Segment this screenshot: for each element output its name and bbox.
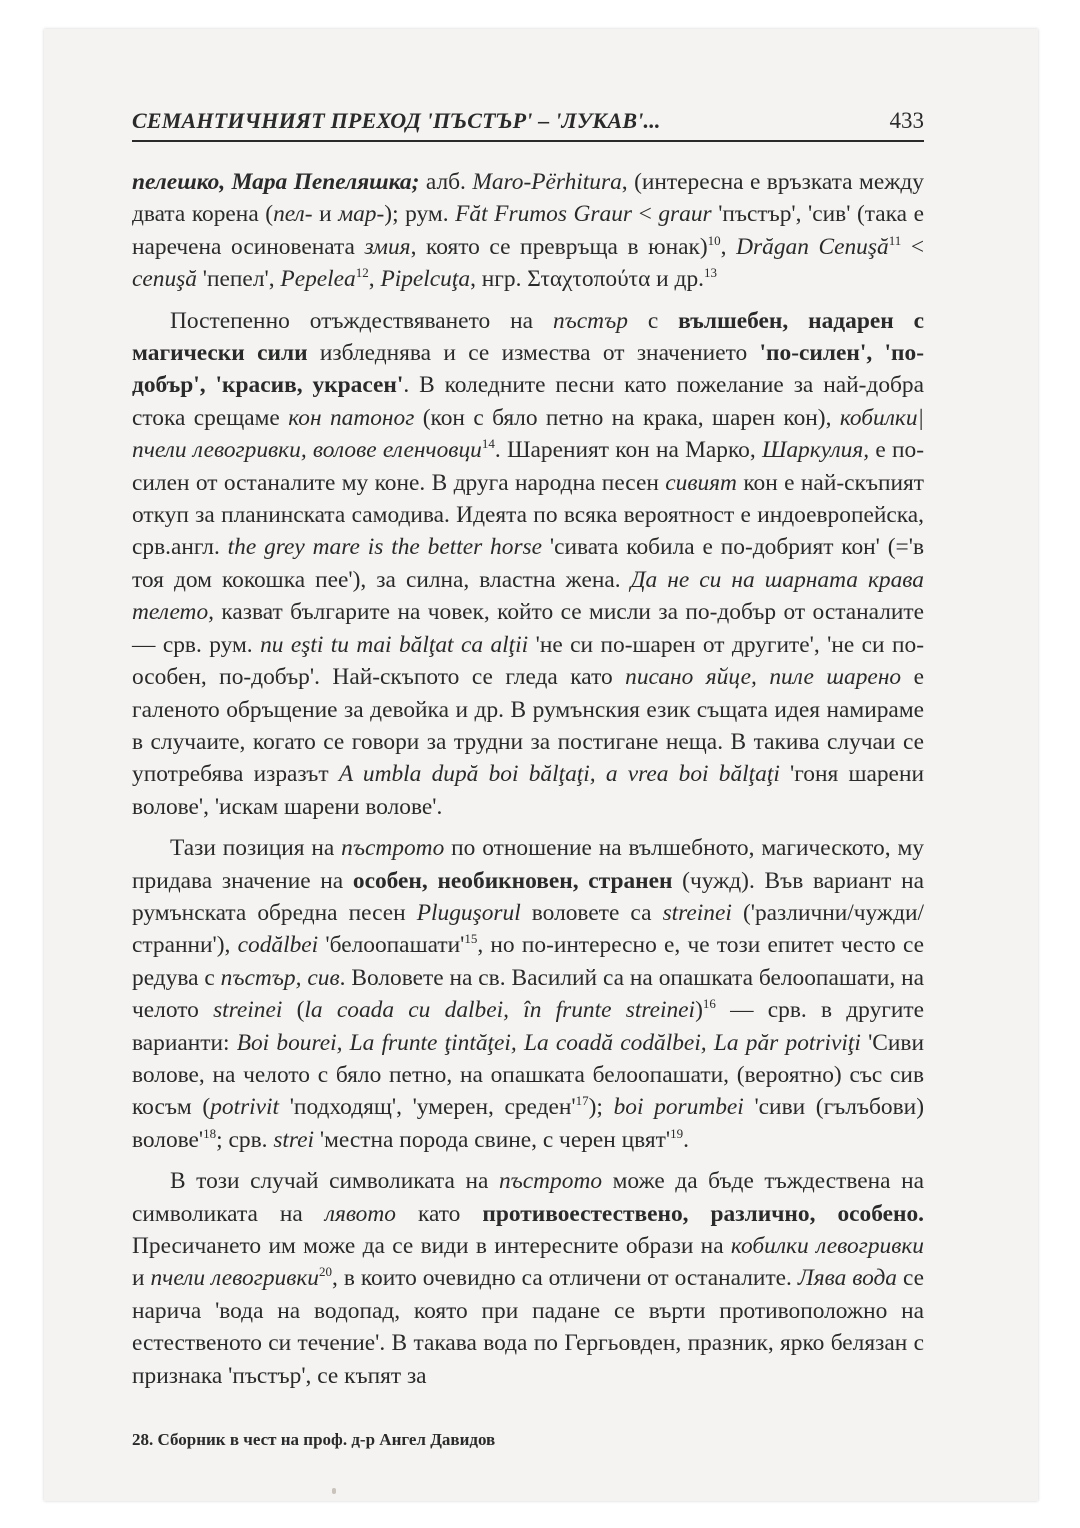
italic-term: пчели левогривки (150, 1265, 320, 1292)
footnote-ref: 12 (355, 265, 369, 281)
italic-term: змия (364, 233, 411, 260)
text-run: е по-силен от останалите му коне. В друга народна песен (132, 437, 924, 496)
text-run: В този случай символиката на (170, 1168, 499, 1195)
italic-term: Drăgan Cenuşă (736, 233, 889, 260)
text-run: с (627, 307, 679, 334)
running-title: СЕМАНТИЧНИЯТ ПРЕХОД 'ПЪСТЪР' – 'ЛУКАВ'... (132, 108, 661, 133)
text-run: 'белоопашати' (318, 932, 465, 959)
text-run: 'подходящ', 'умерен, среден' (279, 1094, 576, 1121)
text-run: . (683, 1126, 689, 1153)
italic-term: кон патоног (288, 404, 415, 431)
text-run: ('различни/чужди/странни'), (132, 899, 924, 959)
italic-term: сивият (665, 469, 737, 496)
italic-term: Pepelea (280, 266, 356, 293)
signature-line: 28. Сборник в чест на проф. д-р Ангел Давидов (132, 1430, 496, 1449)
text-run: , която се превръща в юнак) (410, 233, 708, 260)
italic-term: писано яйце, пиле шарено (625, 664, 902, 691)
italic-term: Шаркулия, (761, 437, 870, 464)
text-run: , в които очевидно са отличени от останалите. (332, 1265, 798, 1292)
text-run: като (395, 1200, 483, 1227)
text-run: ( (282, 997, 305, 1024)
text-run: — срв. в другите варианти: (132, 997, 924, 1056)
italic-term: codălbei (237, 932, 319, 959)
footnote-ref: 17 (575, 1093, 589, 1109)
footnote-ref: 14 (481, 436, 495, 452)
text-run: , (720, 233, 737, 260)
text-run: алб. (419, 169, 473, 195)
text-run: 'сивата кобила е по-добрият кон' (='в тоя дом кокошка пее'), за силна, властна жена. (132, 534, 924, 593)
text-run: 'пъстър', 'сив' (така е наречена осиновената (132, 201, 924, 260)
text-run: ) (695, 997, 703, 1024)
italic-term: кобилки|пчели левогривки, волове еленчовци (132, 404, 924, 464)
text-run: 'местна порода свине, с черен цвят' (314, 1126, 671, 1153)
text-run: (кон с бяло петно на крака, шарен кон), (414, 404, 840, 431)
italic-term: A umbla după boi bălţaţi, a vrea boi bălţaţi (338, 761, 780, 788)
text-run: и (312, 201, 339, 228)
text-run: може да бъде тъждествена на символиката на (132, 1168, 925, 1227)
paragraph (132, 832, 924, 1156)
text-run: избледнява и се измества от значението (307, 340, 760, 367)
text-run: по отношение на вълшебното, магическото, му придава значение на (132, 835, 924, 894)
italic-term: streinei (662, 899, 732, 926)
italic-term: пел- (273, 201, 313, 228)
footnote-ref: 18 (203, 1125, 217, 1141)
footnote-ref: 20 (319, 1264, 333, 1280)
text-run: . Воловете на св. Василий са на опашката белоопашати, на челото (132, 964, 925, 1024)
text-run: ; срв. (216, 1126, 274, 1153)
text-run: (чужд). Във вариант на румънската обредна песен (132, 867, 925, 926)
italic-term: Pluguşorul (416, 899, 521, 926)
bold-italic-term: пелешко, Мара Пепеляшка; (132, 169, 420, 195)
italic-term: мар- (338, 201, 385, 228)
italic-term: Pipelcuţa (380, 266, 471, 293)
italic-term: пъстрото (341, 835, 445, 862)
text-run: и (132, 1265, 151, 1292)
footnote-ref: 19 (670, 1125, 684, 1141)
italic-term: Лява вода (797, 1265, 897, 1292)
paragraph (132, 166, 924, 296)
footnote-ref: 10 (707, 233, 721, 249)
text-run: , (интересна е връзката между двата корена ( (132, 169, 924, 228)
text-run: казват българите на човек, който се мисли за по-добър от останалите — срв. рум. (132, 599, 924, 658)
italic-term: лявото (324, 1200, 396, 1227)
text-run: < (901, 233, 925, 260)
italic-term: cenuşă (132, 266, 197, 293)
bold-term: 'по-силен', 'по-добър', 'красив, украсен' (132, 340, 924, 399)
text-run: 'сиви (гълъбови) волове' (132, 1094, 924, 1153)
italic-term: the grey mare is the better horse (227, 534, 543, 561)
italic-term: nu eşti tu mai bălţat ca alţii (260, 631, 529, 658)
text-run: Пресичането им може да се види в интересните образи на (132, 1233, 731, 1259)
footnote-ref: 11 (888, 233, 902, 249)
text-run: се нарича 'вода на водопад, която при падане се върти противоположно на естественото си течение'. В такава вода по Гергьовден, празник, ярко белязан с признака 'пъстър', се къпят за (132, 1265, 924, 1389)
text-run: Постепенно отъждествяването на (170, 307, 553, 334)
paragraph (132, 305, 924, 824)
text-run: , нгр. Σταχτοπούτα и др. (470, 266, 704, 293)
text-run: 'Сиви волове, на челото с бяло петно, на опашката белоопашати, (вероятно) със сив косъм ( (132, 1029, 924, 1121)
text-run: кон е най-скъпият откуп за планинската самодива. Идеята по всяка вероятност е индоевропейска, срв.англ. (132, 469, 924, 561)
text-run: 'не си по-шарен от другите', 'не си по-особен, по-добър'. Най-скъпото се гледа като (132, 631, 925, 691)
text-run: Тази позиция на (170, 835, 342, 862)
text-run: . В коледните песни като пожелание за най-добра стока срещаме (132, 372, 925, 431)
text-run: < (632, 201, 659, 228)
italic-term: Да не си на шарната крава телето, (132, 566, 924, 626)
footnote-ref: 16 (702, 996, 716, 1012)
italic-term: пъстър (552, 307, 628, 334)
italic-term: streinei (213, 997, 283, 1024)
text-run: , но по-интересно е, че този епитет често се редува с (132, 932, 924, 991)
text-run: 'пепел', (196, 266, 281, 293)
italic-term: пъстър, сив (220, 964, 340, 991)
bold-term: противоестествено, различно, особено. (482, 1200, 925, 1227)
italic-term: boi porumbei (613, 1094, 744, 1121)
text-run: , (368, 266, 381, 293)
running-header (132, 108, 924, 142)
italic-term: potrivit (210, 1094, 280, 1121)
italic-term: Boi bourei, La frunte ţintăţei, La coadă codălbei, La păr potriviţi (236, 1029, 861, 1056)
body-text (132, 166, 924, 1401)
italic-term: strei (273, 1126, 315, 1153)
text-run: воловете са (520, 899, 663, 926)
text-run: 'гоня шарени волове', 'искам шарени волове'. (132, 761, 924, 820)
italic-term: Maro-Përhitura (472, 169, 622, 195)
paper-speck (332, 1488, 336, 1494)
italic-term: пъстрото (498, 1168, 603, 1195)
paragraph (132, 1165, 924, 1392)
bold-term: особен, необикновен, странен (352, 867, 673, 894)
text-run: е галеното обръщение за девойка и др. В румънския език същата идея намираме в случаите, когато се говори за трудни за постигане неща. В такива случаи се употребява изразът (132, 664, 924, 788)
footnote-ref: 13 (704, 265, 717, 281)
bold-term: вълшебен, надарен с магически сили (132, 307, 925, 367)
page-number: 433 (889, 108, 924, 133)
text-run: . Шареният кон на Марко, (494, 437, 762, 464)
text-run: ); рум. (384, 201, 456, 228)
italic-term: graur (658, 201, 712, 228)
text-run: ); (588, 1094, 614, 1121)
italic-term: Făt Frumos Graur (455, 201, 633, 228)
footnote-ref: 15 (464, 931, 478, 947)
italic-term: la coada cu dalbei, în frunte streinei (304, 997, 696, 1024)
italic-term: кобилки левогривки (730, 1233, 924, 1259)
